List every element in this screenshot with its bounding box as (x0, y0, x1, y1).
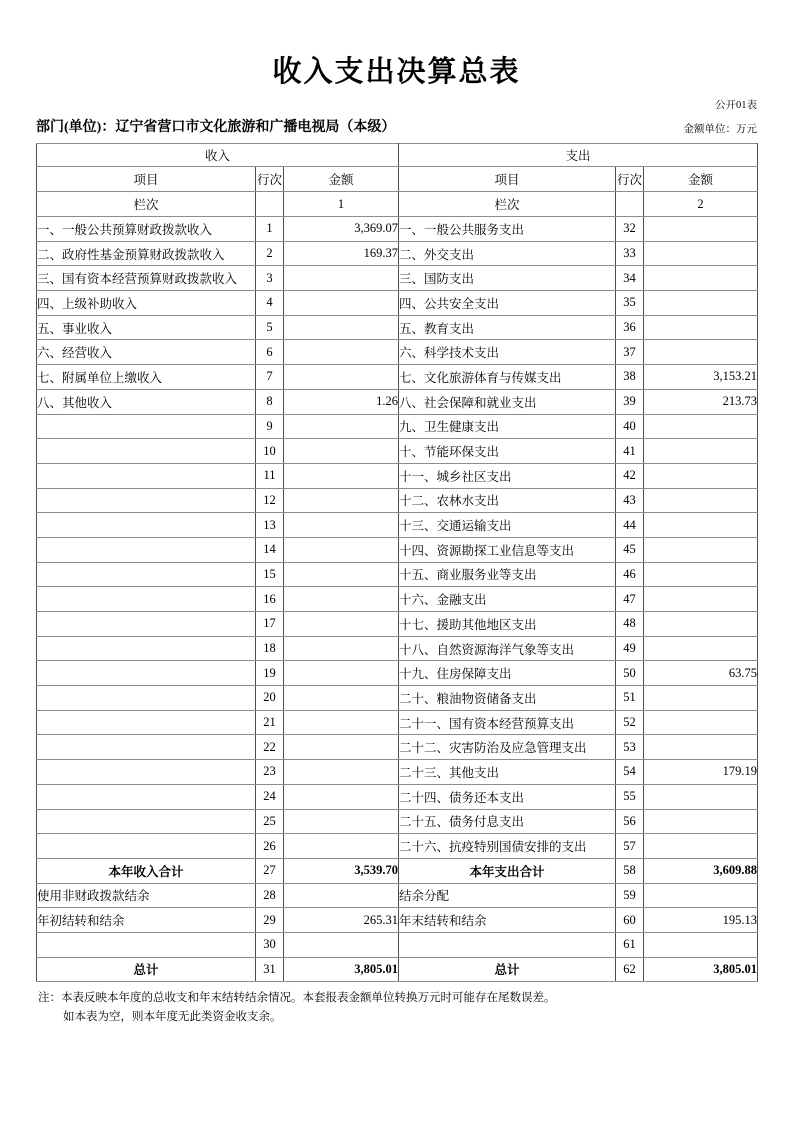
table-row (37, 537, 758, 562)
income-item-cell: 本年收入合计 (37, 858, 256, 883)
expense-amount-cell (644, 488, 758, 513)
expense-line-cell: 41 (616, 439, 644, 464)
expense-item-cell: 十五、商业服务业等支出 (399, 562, 616, 587)
income-item-cell: 年初结转和结余 (37, 908, 256, 933)
expense-amount-cell (644, 414, 758, 439)
income-item-cell: 四、上级补助收入 (37, 291, 256, 316)
income-line-cell: 2 (256, 241, 284, 266)
table-row (37, 612, 758, 637)
table-row (37, 883, 758, 908)
income-line-cell: 5 (256, 315, 284, 340)
income-item-cell (37, 834, 256, 859)
expense-line-cell: 37 (616, 340, 644, 365)
expense-amount-cell (644, 315, 758, 340)
income-item-cell (37, 562, 256, 587)
table-row (37, 340, 758, 365)
expense-item-cell: 二十六、抗疫特别国债安排的支出 (399, 834, 616, 859)
expense-line-header: 行次 (616, 167, 644, 192)
expense-line-cell: 34 (616, 266, 644, 291)
income-line-cell: 23 (256, 760, 284, 785)
income-amount-cell (284, 784, 399, 809)
expense-amount-cell (644, 883, 758, 908)
expense-line-cell: 47 (616, 587, 644, 612)
income-item-cell (37, 439, 256, 464)
table-row (37, 932, 758, 957)
expense-line-cell: 44 (616, 513, 644, 538)
table-row (37, 760, 758, 785)
expense-amount-cell (644, 439, 758, 464)
income-line-cell: 31 (256, 957, 284, 982)
income-line-cell: 26 (256, 834, 284, 859)
expense-amount-cell (644, 537, 758, 562)
expense-line-cell: 32 (616, 217, 644, 242)
summary-table (36, 143, 758, 982)
expense-column-number: 2 (644, 192, 758, 217)
expense-item-cell: 二十五、债务付息支出 (399, 809, 616, 834)
department-line: 部门(单位)：辽宁省营口市文化旅游和广播电视局（本级） (36, 120, 396, 135)
income-line-cell: 27 (256, 858, 284, 883)
income-amount-cell (284, 537, 399, 562)
income-section-header: 收入 (37, 144, 399, 167)
expense-line-cell: 48 (616, 612, 644, 637)
expense-amount-cell (644, 217, 758, 242)
income-amount-cell (284, 834, 399, 859)
expense-amount-cell: 195.13 (644, 908, 758, 933)
expense-item-cell: 总计 (399, 957, 616, 982)
expense-line-cell: 51 (616, 686, 644, 711)
expense-line-cell: 36 (616, 315, 644, 340)
expense-line-cell: 58 (616, 858, 644, 883)
table-row (37, 266, 758, 291)
income-item-cell: 五、事业收入 (37, 315, 256, 340)
table-row (37, 389, 758, 414)
expense-item-cell: 六、科学技术支出 (399, 340, 616, 365)
footnotes (38, 989, 793, 1027)
expense-line-cell: 54 (616, 760, 644, 785)
income-line-cell: 30 (256, 932, 284, 957)
expense-amount-cell (644, 241, 758, 266)
income-amount-cell (284, 463, 399, 488)
expense-amount-cell (644, 562, 758, 587)
table-row (37, 365, 758, 390)
income-amount-cell (284, 414, 399, 439)
expense-line-cell: 52 (616, 710, 644, 735)
table-row (37, 562, 758, 587)
income-line-cell: 24 (256, 784, 284, 809)
table-row (37, 315, 758, 340)
expense-amount-cell: 3,609.88 (644, 858, 758, 883)
income-amount-cell: 3,539.70 (284, 858, 399, 883)
table-row (37, 834, 758, 859)
expense-item-cell: 结余分配 (399, 883, 616, 908)
income-amount-cell (284, 513, 399, 538)
income-line-cell: 25 (256, 809, 284, 834)
expense-item-cell: 十七、援助其他地区支出 (399, 612, 616, 637)
income-amount-cell (284, 710, 399, 735)
income-line-cell: 12 (256, 488, 284, 513)
income-item-cell (37, 587, 256, 612)
income-item-cell (37, 735, 256, 760)
expense-amount-cell: 213.73 (644, 389, 758, 414)
expense-line-cell: 43 (616, 488, 644, 513)
table-row (37, 636, 758, 661)
expense-line-cell: 42 (616, 463, 644, 488)
expense-line-cell: 46 (616, 562, 644, 587)
expense-item-cell: 十三、交通运输支出 (399, 513, 616, 538)
expense-section-header: 支出 (399, 144, 758, 167)
income-line-cell: 28 (256, 883, 284, 908)
meta-area (36, 99, 757, 138)
income-amount-cell: 3,369.07 (284, 217, 399, 242)
income-line-cell: 29 (256, 908, 284, 933)
expense-item-cell: 二十二、灾害防治及应急管理支出 (399, 735, 616, 760)
income-item-cell: 七、附属单位上缴收入 (37, 365, 256, 390)
income-amount-cell (284, 587, 399, 612)
table-row (37, 661, 758, 686)
expense-item-cell: 十四、资源勘探工业信息等支出 (399, 537, 616, 562)
income-item-cell (37, 686, 256, 711)
note-line-2: 如本表为空，则本年度无此类资金收支余。 (63, 1011, 282, 1024)
income-line-cell: 7 (256, 365, 284, 390)
expense-amount-cell (644, 686, 758, 711)
income-line-cell: 4 (256, 291, 284, 316)
expense-amount-cell (644, 340, 758, 365)
expense-item-cell: 五、教育支出 (399, 315, 616, 340)
expense-amount-cell (644, 612, 758, 637)
income-item-cell: 二、政府性基金预算财政拨款收入 (37, 241, 256, 266)
income-line-header: 行次 (256, 167, 284, 192)
income-item-cell: 三、国有资本经营预算财政拨款收入 (37, 266, 256, 291)
expense-line-cell: 61 (616, 932, 644, 957)
expense-item-cell: 十八、自然资源海洋气象等支出 (399, 636, 616, 661)
income-line-cell: 9 (256, 414, 284, 439)
expense-item-cell: 十二、农林水支出 (399, 488, 616, 513)
table-row (37, 957, 758, 982)
expense-amount-header: 金额 (644, 167, 758, 192)
expense-item-cell: 二十四、债务还本支出 (399, 784, 616, 809)
income-item-cell: 总计 (37, 957, 256, 982)
table-row (37, 414, 758, 439)
income-line-cell: 14 (256, 537, 284, 562)
income-amount-cell (284, 883, 399, 908)
expense-amount-cell (644, 266, 758, 291)
income-lanci-empty-cell (256, 192, 284, 217)
expense-amount-cell: 3,153.21 (644, 365, 758, 390)
expense-amount-cell (644, 587, 758, 612)
income-line-cell: 15 (256, 562, 284, 587)
income-line-cell: 6 (256, 340, 284, 365)
expense-amount-cell (644, 513, 758, 538)
table-row (37, 686, 758, 711)
note-line-1: 注：本表反映本年度的总收支和年末结转结余情况。本套报表金额单位转换万元时可能存在尾数误差。 (38, 992, 556, 1005)
income-amount-cell: 1.26 (284, 389, 399, 414)
table-row (37, 858, 758, 883)
income-item-cell (37, 809, 256, 834)
expense-item-cell: 二十三、其他支出 (399, 760, 616, 785)
income-line-cell: 10 (256, 439, 284, 464)
expense-line-cell: 40 (616, 414, 644, 439)
expense-item-cell: 四、公共安全支出 (399, 291, 616, 316)
expense-line-cell: 56 (616, 809, 644, 834)
table-row (37, 291, 758, 316)
income-item-cell: 六、经营收入 (37, 340, 256, 365)
table-row (37, 513, 758, 538)
income-amount-header: 金额 (284, 167, 399, 192)
income-item-cell (37, 463, 256, 488)
income-line-cell: 17 (256, 612, 284, 637)
expense-amount-cell (644, 735, 758, 760)
expense-line-cell: 39 (616, 389, 644, 414)
income-item-cell: 使用非财政拨款结余 (37, 883, 256, 908)
income-item-cell (37, 661, 256, 686)
income-item-cell (37, 612, 256, 637)
income-line-cell: 3 (256, 266, 284, 291)
income-amount-cell (284, 932, 399, 957)
expense-amount-cell (644, 784, 758, 809)
income-amount-cell (284, 760, 399, 785)
expense-item-cell: 一、一般公共服务支出 (399, 217, 616, 242)
expense-line-cell: 60 (616, 908, 644, 933)
income-item-cell (37, 932, 256, 957)
expense-amount-cell (644, 636, 758, 661)
income-line-cell: 8 (256, 389, 284, 414)
income-line-cell: 21 (256, 710, 284, 735)
expense-item-cell: 十六、金融支出 (399, 587, 616, 612)
expense-line-cell: 53 (616, 735, 644, 760)
income-item-cell (37, 537, 256, 562)
income-line-cell: 18 (256, 636, 284, 661)
expense-line-cell: 57 (616, 834, 644, 859)
expense-item-cell (399, 932, 616, 957)
income-amount-cell: 3,805.01 (284, 957, 399, 982)
table-row (37, 439, 758, 464)
table-body (37, 217, 758, 982)
expense-item-cell: 十一、城乡社区支出 (399, 463, 616, 488)
income-amount-cell (284, 266, 399, 291)
income-line-cell: 13 (256, 513, 284, 538)
income-line-cell: 1 (256, 217, 284, 242)
income-item-cell (37, 414, 256, 439)
table-row (37, 488, 758, 513)
expense-item-cell: 八、社会保障和就业支出 (399, 389, 616, 414)
expense-item-cell: 二十、粮油物资储备支出 (399, 686, 616, 711)
table-row (37, 735, 758, 760)
income-line-cell: 11 (256, 463, 284, 488)
expense-item-cell: 二、外交支出 (399, 241, 616, 266)
income-amount-cell: 265.31 (284, 908, 399, 933)
expense-amount-cell (644, 809, 758, 834)
expense-item-cell: 二十一、国有资本经营预算支出 (399, 710, 616, 735)
income-item-cell: 八、其他收入 (37, 389, 256, 414)
expense-amount-cell: 179.19 (644, 760, 758, 785)
expense-item-cell: 年末结转和结余 (399, 908, 616, 933)
expense-item-header: 项目 (399, 167, 616, 192)
expense-item-cell: 九、卫生健康支出 (399, 414, 616, 439)
expense-line-cell: 62 (616, 957, 644, 982)
expense-amount-cell (644, 710, 758, 735)
expense-item-cell: 三、国防支出 (399, 266, 616, 291)
section-header-row (37, 144, 758, 167)
page-title: 收入支出决算总表 (272, 56, 521, 88)
income-amount-cell: 169.37 (284, 241, 399, 266)
expense-line-cell: 33 (616, 241, 644, 266)
income-amount-cell (284, 686, 399, 711)
income-amount-cell (284, 636, 399, 661)
table-row (37, 710, 758, 735)
amount-unit-label: 金额单位：万元 (683, 124, 757, 135)
income-amount-cell (284, 612, 399, 637)
income-amount-cell (284, 735, 399, 760)
income-item-cell (37, 760, 256, 785)
income-line-cell: 19 (256, 661, 284, 686)
department-row (36, 113, 757, 138)
expense-lanci-empty-cell (616, 192, 644, 217)
table-row (37, 784, 758, 809)
expense-amount-cell: 63.75 (644, 661, 758, 686)
income-item-cell (37, 710, 256, 735)
column-number-row (37, 192, 758, 217)
expense-item-cell: 十九、住房保障支出 (399, 661, 616, 686)
form-code: 公开01表 (715, 100, 757, 111)
expense-line-cell: 59 (616, 883, 644, 908)
table-header (37, 144, 758, 217)
table-row (37, 809, 758, 834)
income-amount-cell (284, 488, 399, 513)
table-row (37, 217, 758, 242)
expense-line-cell: 49 (616, 636, 644, 661)
expense-line-cell: 55 (616, 784, 644, 809)
income-amount-cell (284, 439, 399, 464)
income-amount-cell (284, 315, 399, 340)
expense-line-cell: 35 (616, 291, 644, 316)
income-item-header: 项目 (37, 167, 256, 192)
table-row (37, 241, 758, 266)
income-column-number: 1 (284, 192, 399, 217)
income-item-cell (37, 513, 256, 538)
expense-line-cell: 50 (616, 661, 644, 686)
column-header-row (37, 167, 758, 192)
income-line-cell: 22 (256, 735, 284, 760)
income-item-cell (37, 636, 256, 661)
income-amount-cell (284, 562, 399, 587)
table-row (37, 908, 758, 933)
income-amount-cell (284, 809, 399, 834)
income-amount-cell (284, 365, 399, 390)
income-lanci-cell: 栏次 (37, 192, 256, 217)
expense-line-cell: 38 (616, 365, 644, 390)
expense-amount-cell: 3,805.01 (644, 957, 758, 982)
expense-amount-cell (644, 463, 758, 488)
expense-item-cell: 十、节能环保支出 (399, 439, 616, 464)
expense-line-cell: 45 (616, 537, 644, 562)
income-item-cell: 一、一般公共预算财政拨款收入 (37, 217, 256, 242)
table-row (37, 463, 758, 488)
expense-amount-cell (644, 932, 758, 957)
income-item-cell (37, 784, 256, 809)
income-amount-cell (284, 661, 399, 686)
expense-amount-cell (644, 834, 758, 859)
expense-item-cell: 七、文化旅游体育与传媒支出 (399, 365, 616, 390)
expense-amount-cell (644, 291, 758, 316)
expense-lanci-cell: 栏次 (399, 192, 616, 217)
income-amount-cell (284, 340, 399, 365)
table-row (37, 587, 758, 612)
income-item-cell (37, 488, 256, 513)
income-line-cell: 20 (256, 686, 284, 711)
expense-item-cell: 本年支出合计 (399, 858, 616, 883)
income-amount-cell (284, 291, 399, 316)
income-line-cell: 16 (256, 587, 284, 612)
